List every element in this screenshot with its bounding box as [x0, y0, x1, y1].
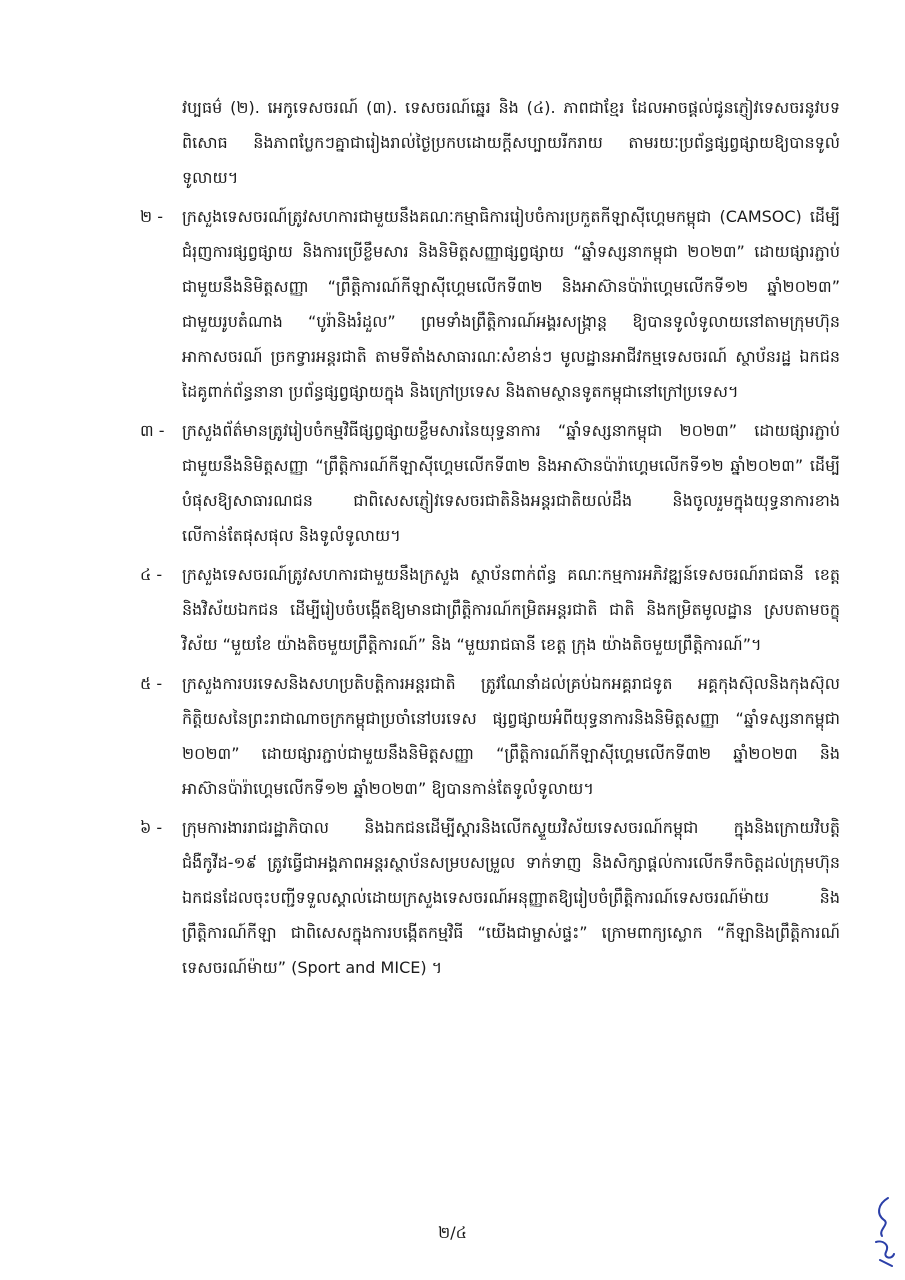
item-number: ៤ - [140, 565, 163, 584]
page-number: ២/៤ [438, 1223, 467, 1242]
item-text: ក្រុមការងាររាជរដ្ឋាភិបាល និងឯកជនដើម្បីស្តារនិងលើកស្ទួយវិស័យទេសចរណ៍កម្ពុជា ក្នុងនិងក្រោយវិបត្តិជំងឺកូវីដ-១៩ ត្រូវធ្វើជាអង្គភាពអន្តរស្ថាប័នសម្របសម្រួល ទាក់ទាញ និងសិក្សាផ្តល់ការលើកទឹកចិត្តដល់ក្រុមហ៊ុនឯកជនដែលចុះបញ្ជីទទួលស្គាល់ដោយក្រសួងទេសចរណ៍អនុញ្ញាតឱ្យរៀបចំព្រឹត្តិការណ៍ទេសចរណ៍ម៉ាយ និងព្រឹត្តិការណ៍កីឡា ជាពិសេសក្នុងការបង្កើតកម្មវិធី “យើងជាម្ចាស់ផ្ទះ” ក្រោមពាក្យស្លោក “កីឡានិងព្រឹត្តិការណ៍ទេសចរណ៍ម៉ាយ” (Sport and MICE) ។ [182, 818, 840, 977]
item-number: ៥ - [140, 674, 163, 693]
list-item [140, 199, 840, 409]
list-item [140, 666, 840, 806]
document-body [140, 90, 840, 989]
handwritten-initials-icon [868, 1190, 900, 1270]
item-number: ៣ - [140, 421, 165, 440]
list-item [140, 810, 840, 985]
list-item [140, 557, 840, 662]
item-text: ក្រសួងការបរទេសនិងសហប្រតិបត្តិការអន្តរជាតិ ត្រូវណែនាំដល់គ្រប់ឯកអគ្គរាជទូត អគ្គកុងស៊ុលនិងកុងស៊ុលកិត្តិយសនៃព្រះរាជាណាចក្រកម្ពុជាប្រចាំនៅបរទេស ផ្សព្វផ្សាយអំពីយុទ្ធនាការនិងនិមិត្តសញ្ញា “ឆ្នាំទស្សនាកម្ពុជា ២០២៣” ដោយផ្សារភ្ជាប់ជាមួយនឹងនិមិត្តសញ្ញា “ព្រឹត្តិការណ៍កីឡាស៊ីហ្គេមលើកទី៣២ ឆ្នាំ២០២៣ និងអាស៊ានប៉ារ៉ាហ្គេមលើកទី១២ ឆ្នាំ២០២៣” ឱ្យបានកាន់តែទូលំទូលាយ។ [182, 674, 840, 798]
list-item [140, 413, 840, 553]
item-number: ២ - [140, 207, 163, 226]
item-number: ៦ - [140, 818, 163, 837]
intro-paragraph: វប្បធម៌ (២). អេកូទេសចរណ៍ (៣). ទេសចរណ៍ឆ្នេរ និង (៤). ភាពជាខ្មែរ ដែលអាចផ្តល់ជូនភ្ញៀវទេសចរនូវបទពិសោធ និងភាពប្លែកៗគ្នាជារៀងរាល់ថ្ងៃប្រកបដោយក្តីសប្បាយរីករាយ តាមរយៈប្រព័ន្ធផ្សព្វផ្សាយឱ្យបានទូលំទូលាយ។ [182, 98, 840, 187]
item-text: ក្រសួងព័ត៌មានត្រូវរៀបចំកម្មវិធីផ្សព្វផ្សាយខ្លឹមសារនៃយុទ្ធនាការ “ឆ្នាំទស្សនាកម្ពុជា ២០២៣” ដោយផ្សារភ្ជាប់ជាមួយនឹងនិមិត្តសញ្ញា “ព្រឹត្តិការណ៍កីឡាស៊ីហ្គេមលើកទី៣២ និងអាស៊ានប៉ារ៉ាហ្គេមលើកទី១២ ឆ្នាំ២០២៣” ដើម្បីបំផុសឱ្យសាធារណជន ជាពិសេសភ្ញៀវទេសចរជាតិនិងអន្តរជាតិយល់ដឹង និងចូលរួមក្នុងយុទ្ធនាការខាងលើកាន់តែផុសផុល និងទូលំទូលាយ។ [182, 421, 840, 545]
item-text: ក្រសួងទេសចរណ៍ត្រូវសហការជាមួយនឹងគណៈកម្មាធិការរៀបចំការប្រកួតកីឡាស៊ីហ្គេមកម្ពុជា (CAMSOC) ដើម្បីជំរុញការផ្សព្វផ្សាយ និងការប្រើខ្លឹមសារ និងនិមិត្តសញ្ញាផ្សព្វផ្សាយ “ឆ្នាំទស្សនាកម្ពុជា ២០២៣” ដោយផ្សារភ្ជាប់ជាមួយនឹងនិមិត្តសញ្ញា “ព្រឹត្តិការណ៍កីឡាស៊ីហ្គេមលើកទី៣២ និងអាស៊ានប៉ារ៉ាហ្គេមលើកទី១២ ឆ្នាំ២០២៣” ជាមួយរូបតំណាង “បូរ៉ានិងរំដួល” ព្រមទាំងព្រឹត្តិការណ៍អង្គរសង្ក្រាន្ត ឱ្យបានទូលំទូលាយនៅតាមក្រុមហ៊ុនអាកាសចរណ៍ ច្រកទ្វារអន្តរជាតិ តាមទីតាំងសាធារណៈសំខាន់ៗ មូលដ្ឋានអាជីវកម្មទេសចរណ៍ ស្ថាប័នរដ្ឋ ឯកជន ដៃគូពាក់ព័ន្ធនានា ប្រព័ន្ធផ្សព្វផ្សាយក្នុង និងក្រៅប្រទេស និងតាមស្ថានទូតកម្ពុជានៅក្រៅប្រទេស។ [182, 207, 840, 401]
item-text: ក្រសួងទេសចរណ៍ត្រូវសហការជាមួយនឹងក្រសួង ស្ថាប័នពាក់ព័ន្ធ គណៈកម្មការអភិវឌ្ឍន៍ទេសចរណ៍រាជធានី ខេត្ត និងវិស័យឯកជន ដើម្បីរៀបចំបង្កើតឱ្យមានជាព្រឹត្តិការណ៍កម្រិតអន្តរជាតិ ជាតិ និងកម្រិតមូលដ្ឋាន ស្របតាមចក្ខុវិស័យ “មួយខែ យ៉ាងតិចមួយព្រឹត្តិការណ៍” និង “មួយរាជធានី ខេត្ត ក្រុង យ៉ាងតិចមួយព្រឹត្តិការណ៍”។ [182, 565, 840, 654]
